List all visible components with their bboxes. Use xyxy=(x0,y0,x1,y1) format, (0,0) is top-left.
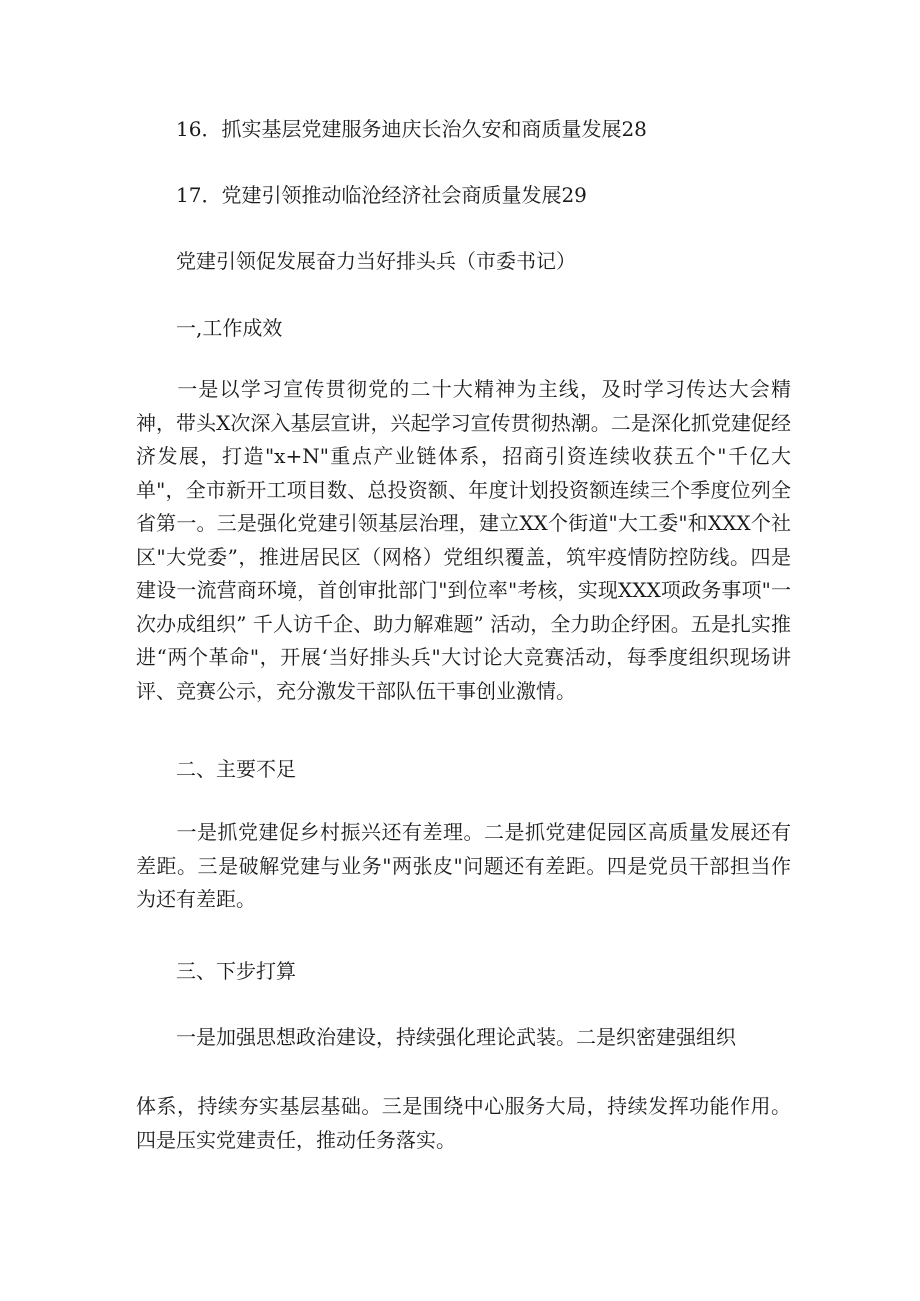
section-heading-achievements: 一,工作成效 xyxy=(176,316,283,340)
next-steps-text-line-1: 一是加强思想政治建设，持续强化理论武装。二是织密建强组织 xyxy=(176,1025,736,1049)
toc-item-17: 17．党建引领推动临沧经济社会商质量发展29 xyxy=(176,183,587,207)
article-title: 党建引领促发展奋力当好排头兵（市委书记） xyxy=(176,249,576,273)
section-heading-next-steps: 三、下步打算 xyxy=(176,959,296,983)
next-steps-text-continued: 体系，持续夯实基层基础。三是围绕中心服务大局，持续发挥功能作用。四是压实党建责任，推动任务落实。 xyxy=(136,1094,791,1152)
shortcomings-text: 一是抓党建促乡村振兴还有差理。二是抓党建促园区高质量发展还有差距。三是破解党建与业务"两张皮"问题还有差距。四是党员干部担当作为还有差距。 xyxy=(136,820,791,911)
section-heading-shortcomings: 二、主要不足 xyxy=(176,757,296,781)
toc-item-16: 16．抓实基层党建服务迪庆长治久安和商质量发展28 xyxy=(176,117,647,141)
section-body-achievements xyxy=(136,373,791,708)
achievements-text: 一是以学习宣传贯彻党的二十大精神为主线，及时学习传达大会精神，带头X次深入基层宣讲，兴起学习宣传贯彻热潮。二是深化抓党建促经济发展，打造"x+N"重点产业链体系，招商引资连续收获五个"千亿大单"，全市新开工项目数、总投资额、年度计划投资额连续三个季度位列全省第一。三是强化党建引领基层治理，建立XX个街道"大工委"和XXX个社区"大党委”，推进居民区（网格）党组织覆盖，筑牢疫情防控防线。四是建设一流营商环境，首创审批部门"到位率"考核，实现XXX项政务事项"一次办成组织” 千人访千企、助力解难题” 活动，全力助企纾困。五是扎实推进“两个革命"，开展‘当好排头兵"大讨论大竞赛活动，每季度组织现场讲评、竞赛公示，充分激发干部队伍干事创业激情。 xyxy=(136,377,791,703)
section-body-shortcomings xyxy=(136,816,791,917)
